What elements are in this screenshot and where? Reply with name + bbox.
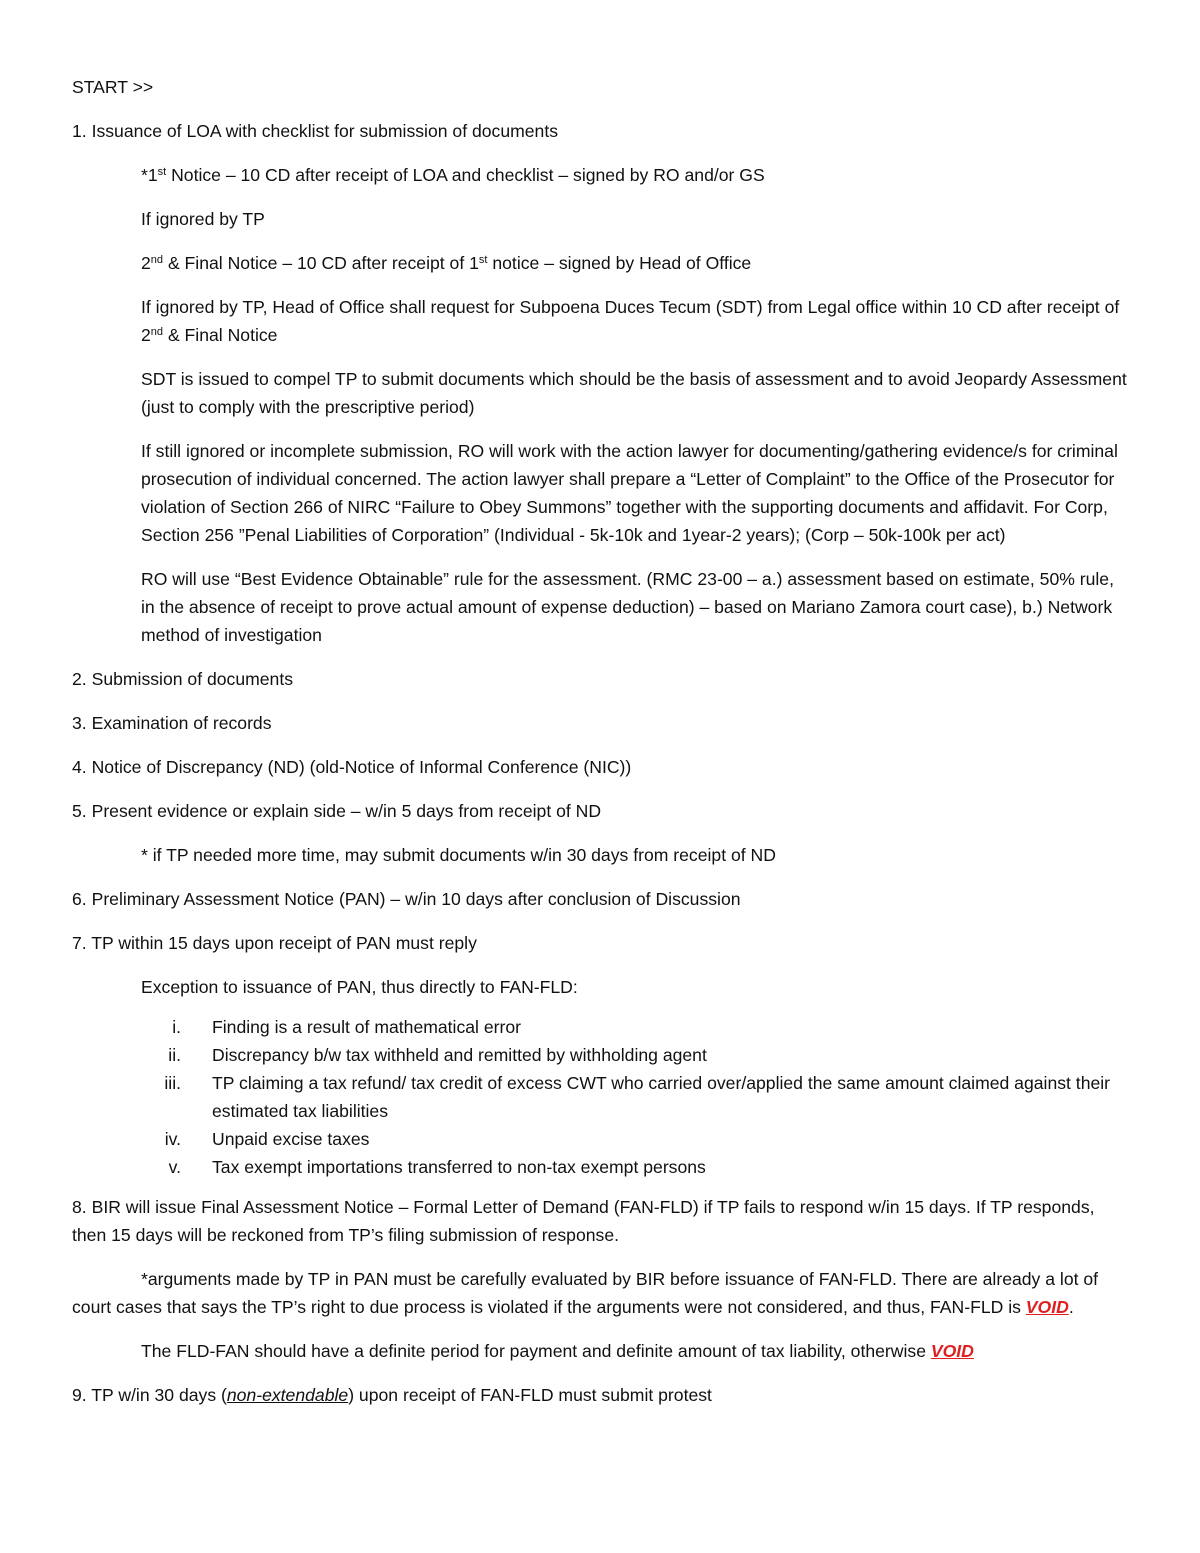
superscript: nd bbox=[150, 254, 164, 266]
step-number: 8. bbox=[72, 1197, 87, 1217]
second-notice-text-end: notice – signed by Head of Office bbox=[492, 253, 752, 273]
exception-heading: Exception to issuance of PAN, thus directly to FAN-FLD: bbox=[141, 977, 578, 997]
arguments-note bbox=[72, 1265, 1128, 1321]
step-text: Notice of Discrepancy (ND) (old-Notice of Informal Conference (NIC)) bbox=[91, 757, 632, 777]
start-label: START >> bbox=[72, 77, 154, 97]
list-item-text: Finding is a result of mathematical error bbox=[212, 1017, 521, 1037]
step-2 bbox=[72, 665, 1128, 693]
list-item-number: iv. bbox=[164, 1129, 181, 1149]
list-item-number: iii. bbox=[164, 1073, 181, 1093]
step-number: 3. bbox=[72, 713, 87, 733]
list-item-text: TP claiming a tax refund/ tax credit of excess CWT who carried over/applied the same amount claimed against their estimated tax liabilities bbox=[212, 1073, 1111, 1121]
step-text-end: ) upon receipt of FAN-FLD must submit protest bbox=[348, 1385, 712, 1405]
void-emphasis: VOID bbox=[930, 1341, 974, 1361]
list-item-text: Discrepancy b/w tax withheld and remitted by withholding agent bbox=[212, 1045, 707, 1065]
superscript: nd bbox=[150, 326, 164, 338]
step-text: Examination of records bbox=[91, 713, 272, 733]
step-number: 5. bbox=[72, 801, 87, 821]
list-item bbox=[72, 1125, 1128, 1153]
step-1 bbox=[72, 117, 1128, 145]
step-number: 9. bbox=[72, 1385, 87, 1405]
best-evidence-paragraph: RO will use “Best Evidence Obtainable” rule for the assessment. (RMC 23-00 – a.) assessment based on estimate, 50% rule, in the absence of receipt to prove actual amount of expense deduction) – based on Mariano Zamora court case), b.) Network method of investigation bbox=[141, 569, 1114, 645]
sdt-paragraph: SDT is issued to compel TP to submit documents which should be the basis of assessment and to avoid Jeopardy Assessment (just to comply with the prescriptive period) bbox=[141, 369, 1127, 417]
list-item bbox=[72, 1153, 1128, 1181]
step-5 bbox=[72, 797, 1128, 825]
step-number: 1. bbox=[72, 121, 87, 141]
fld-fan-text: The FLD-FAN should have a definite period for payment and definite amount of tax liability, otherwise bbox=[141, 1341, 926, 1361]
arguments-end: . bbox=[1068, 1297, 1074, 1317]
step-7 bbox=[72, 929, 1128, 957]
superscript: st bbox=[157, 166, 167, 178]
list-item bbox=[72, 1041, 1128, 1069]
if-ignored-2-end: & Final Notice bbox=[167, 325, 278, 345]
list-item-text: Tax exempt importations transferred to non-tax exempt persons bbox=[212, 1157, 706, 1177]
list-item bbox=[72, 1069, 1128, 1125]
step-text: TP within 15 days upon receipt of PAN must reply bbox=[91, 933, 477, 953]
list-item-number: i. bbox=[172, 1017, 181, 1037]
second-final-notice bbox=[72, 249, 1128, 277]
if-ignored-2-text: If ignored by TP, Head of Office shall request for Subpoena Duces Tecum (SDT) from Legal office within 10 CD after receipt of 2 bbox=[141, 297, 1120, 345]
step-number: 2. bbox=[72, 669, 87, 689]
list-item-number: ii. bbox=[168, 1045, 181, 1065]
fld-fan-note bbox=[72, 1337, 1128, 1365]
step-8 bbox=[72, 1193, 1128, 1249]
list-item bbox=[72, 1013, 1128, 1041]
superscript: st bbox=[478, 254, 488, 266]
first-notice-text: Notice – 10 CD after receipt of LOA and checklist – signed by RO and/or GS bbox=[171, 165, 765, 185]
step-number: 6. bbox=[72, 889, 87, 909]
if-ignored-2 bbox=[72, 293, 1128, 349]
if-ignored-1: If ignored by TP bbox=[141, 209, 265, 229]
step-9 bbox=[72, 1381, 1128, 1409]
step-number: 4. bbox=[72, 757, 87, 777]
list-item-number: v. bbox=[168, 1157, 181, 1177]
arguments-text: *arguments made by TP in PAN must be carefully evaluated by BIR before issuance of FAN-FLD. There are already a lot of court cases that says the TP’s right to due process is violated if the arguments were not considered, and thus, FAN-FLD is bbox=[72, 1269, 1099, 1317]
step-text: Issuance of LOA with checklist for submission of documents bbox=[91, 121, 559, 141]
second-notice-number: 2 bbox=[141, 253, 151, 273]
exception-list bbox=[72, 1013, 1128, 1181]
step-number: 7. bbox=[72, 933, 87, 953]
step-text: Preliminary Assessment Notice (PAN) – w/in 10 days after conclusion of Discussion bbox=[91, 889, 741, 909]
step-text: Submission of documents bbox=[91, 669, 294, 689]
non-extendable-emphasis: non-extendable bbox=[226, 1385, 349, 1405]
still-ignored-paragraph: If still ignored or incomplete submission, RO will work with the action lawyer for documenting/gathering evidence/s for criminal prosecution of individual concerned. The action lawyer shall prepare a “Letter of Complaint” to the Office of the Prosecutor for violation of Section 266 of NIRC “Failure to Obey Summons” together with the supporting documents and affidavit. For Corp, Section 256 ”Penal Liabilities of Corporation” (Individual - 5k-10k and 1year-2 years); (Corp – 50k-100k per act) bbox=[141, 441, 1118, 545]
void-emphasis: VOID bbox=[1025, 1297, 1069, 1317]
step-4 bbox=[72, 753, 1128, 781]
step-3 bbox=[72, 709, 1128, 737]
step-text: Present evidence or explain side – w/in 5 days from receipt of ND bbox=[91, 801, 602, 821]
second-notice-text: & Final Notice – 10 CD after receipt of 1 bbox=[167, 253, 479, 273]
step-text: BIR will issue Final Assessment Notice – Formal Letter of Demand (FAN-FLD) if TP fails to respond w/in 15 days. If TP responds, then 15 days will be reckoned from TP’s filing submission of response. bbox=[72, 1197, 1095, 1245]
step-6 bbox=[72, 885, 1128, 913]
step-5-note: * if TP needed more time, may submit documents w/in 30 days from receipt of ND bbox=[141, 845, 776, 865]
step-text: TP w/in 30 days ( bbox=[91, 1385, 227, 1405]
list-item-text: Unpaid excise taxes bbox=[212, 1129, 370, 1149]
first-notice-prefix: *1 bbox=[141, 165, 158, 185]
first-notice bbox=[72, 161, 1128, 189]
